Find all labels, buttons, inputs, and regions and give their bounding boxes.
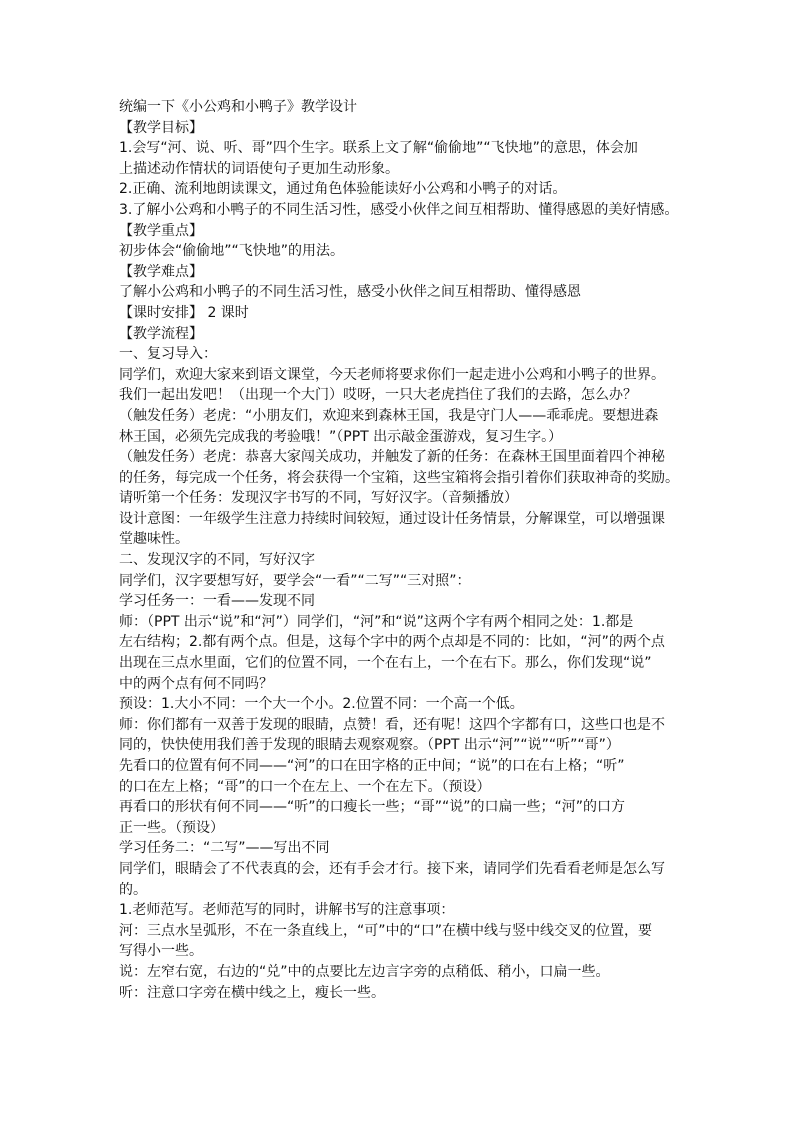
text-line: 上描述动作情状的词语使句子更加生动形象。 [119,160,399,177]
text-line: 3.了解小公鸡和小鸭子的不同生活习性，感受小伙伴之间互相帮助、懂得感恩的美好情感。 [119,201,679,218]
text-line: 预设：1.大小不同：一个大一个小。2.位置不同：一个高一个低。 [119,696,524,713]
text-line: 堂趣味性。 [119,531,189,548]
text-line: 同学们，汉字要想写好，要学会“一看”“二写”“三对照”： [119,572,471,589]
text-line: 中的两个点有何不同吗？ [119,675,273,692]
text-line: 学习任务一：一看——发现不同 [119,593,315,610]
text-line: 先看口的位置有何不同——“河”的口在田字格的正中间；“说”的口在右上格；“听” [119,758,625,774]
text-line: 的。 [119,881,147,898]
text-line: 1.会写“河、说、听、哥”四个生字。联系上文了解“偷偷地”“飞快地”的意思，体会加 [119,140,638,157]
text-line: 说：左窄右宽，右边的“兑”中的点要比左边言字旁的点稍低、稍小，口扁一些。 [119,963,610,980]
text-line: 【教学难点】 [119,263,203,280]
document-body [119,97,679,1003]
text-line: 一、复习导入： [119,346,217,363]
text-line: 设计意图：一年级学生注意力持续时间较短，通过设计任务情景，分解课堂，可以增强课 [119,510,665,527]
text-line: 师：你们都有一双善于发现的眼睛，点赞！看，还有呢！这四个字都有口，这些口也是不 [119,716,665,733]
text-line: 2.正确、流利地朗读课文，通过角色体验能读好小公鸡和小鸭子的对话。 [119,181,567,198]
text-line: 初步体会“偷偷地”“飞快地”的用法。 [119,243,345,260]
text-line: 二、发现汉字的不同，写好汉字 [119,552,315,569]
text-line: 同学们，眼睛会了不代表真的会，还有手会才行。接下来，请同学们先看看老师是怎么写 [119,860,665,877]
text-line: 【教学重点】 [119,222,203,239]
text-line: 的口在左上格；“哥”的口一个在左上、一个在左下。（预设） [119,778,491,795]
text-line: 学习任务二：“二写”——写出不同 [119,840,330,857]
text-line: 听：注意口字旁在横中线之上，瘦长一些。 [119,984,385,1001]
text-line: 请听第一个任务：发现汉字书写的不同，写好汉字。（音频播放） [119,490,518,507]
text-line: 1.老师范写。老师范写的同时，讲解书写的注意事项： [119,902,455,919]
text-line: （触发任务）老虎：“小朋友们，欢迎来到森林王国，我是守门人——乖乖虎。要想进森 [119,407,659,424]
text-line: （触发任务）老虎：恭喜大家闯关成功，并触发了新的任务：在森林王国里面着四个神秘 [119,449,665,466]
text-line: 【课时安排】 2 课时 [119,304,249,321]
text-line: 正一些。（预设） [119,819,224,836]
document-title: 统编一下《小公鸡和小鸭子》教学设计 [119,99,357,115]
text-line: 师：（PPT 出示“说”和“河”）同学们，“河”和“说”这两个字有两个相同之处：1.都是 [119,613,634,630]
text-line: 河：三点水呈弧形，不在一条直线上，“可”中的“口”在横中线与竖中线交叉的位置，要 [119,922,653,939]
text-line: 林王国，必须先完成我的考验哦！”（PPT 出示敲金蛋游戏，复习生字。） [119,428,563,445]
text-line: 我们一起出发吧！（出现一个大门）哎呀，一只大老虎挡住了我们的去路，怎么办？ [119,387,637,404]
text-line: 了解小公鸡和小鸭子的不同生活习性，感受小伙伴之间互相帮助、懂得感恩 [119,284,581,301]
text-line: 出现在三点水里面，它们的位置不同，一个在右上，一个在右下。那么，你们发现“说” [119,655,652,672]
text-line: 【教学目标】 [119,119,203,136]
text-line: 同的，快快使用我们善于发现的眼睛去观察观察。（PPT 出示“河”“说”“听”“哥”） [119,737,620,754]
text-line: 的任务，每完成一个任务，将会获得一个宝箱，这些宝箱将会指引着你们获取神奇的奖励。 [119,469,679,486]
text-line: 同学们，欢迎大家来到语文课堂，今天老师将要求你们一起走进小公鸡和小鸭子的世界。 [119,366,665,383]
text-line: 写得小一些。 [119,943,203,960]
text-line: 【教学流程】 [119,325,203,342]
text-line: 再看口的形状有何不同——“听”的口瘦长一些；“哥”“说”的口扁一些；“河”的口方 [119,799,626,816]
text-line: 左右结构；2.都有两个点。但是，这每个字中的两个点却是不同的：比如，“河”的两个点 [119,634,665,651]
